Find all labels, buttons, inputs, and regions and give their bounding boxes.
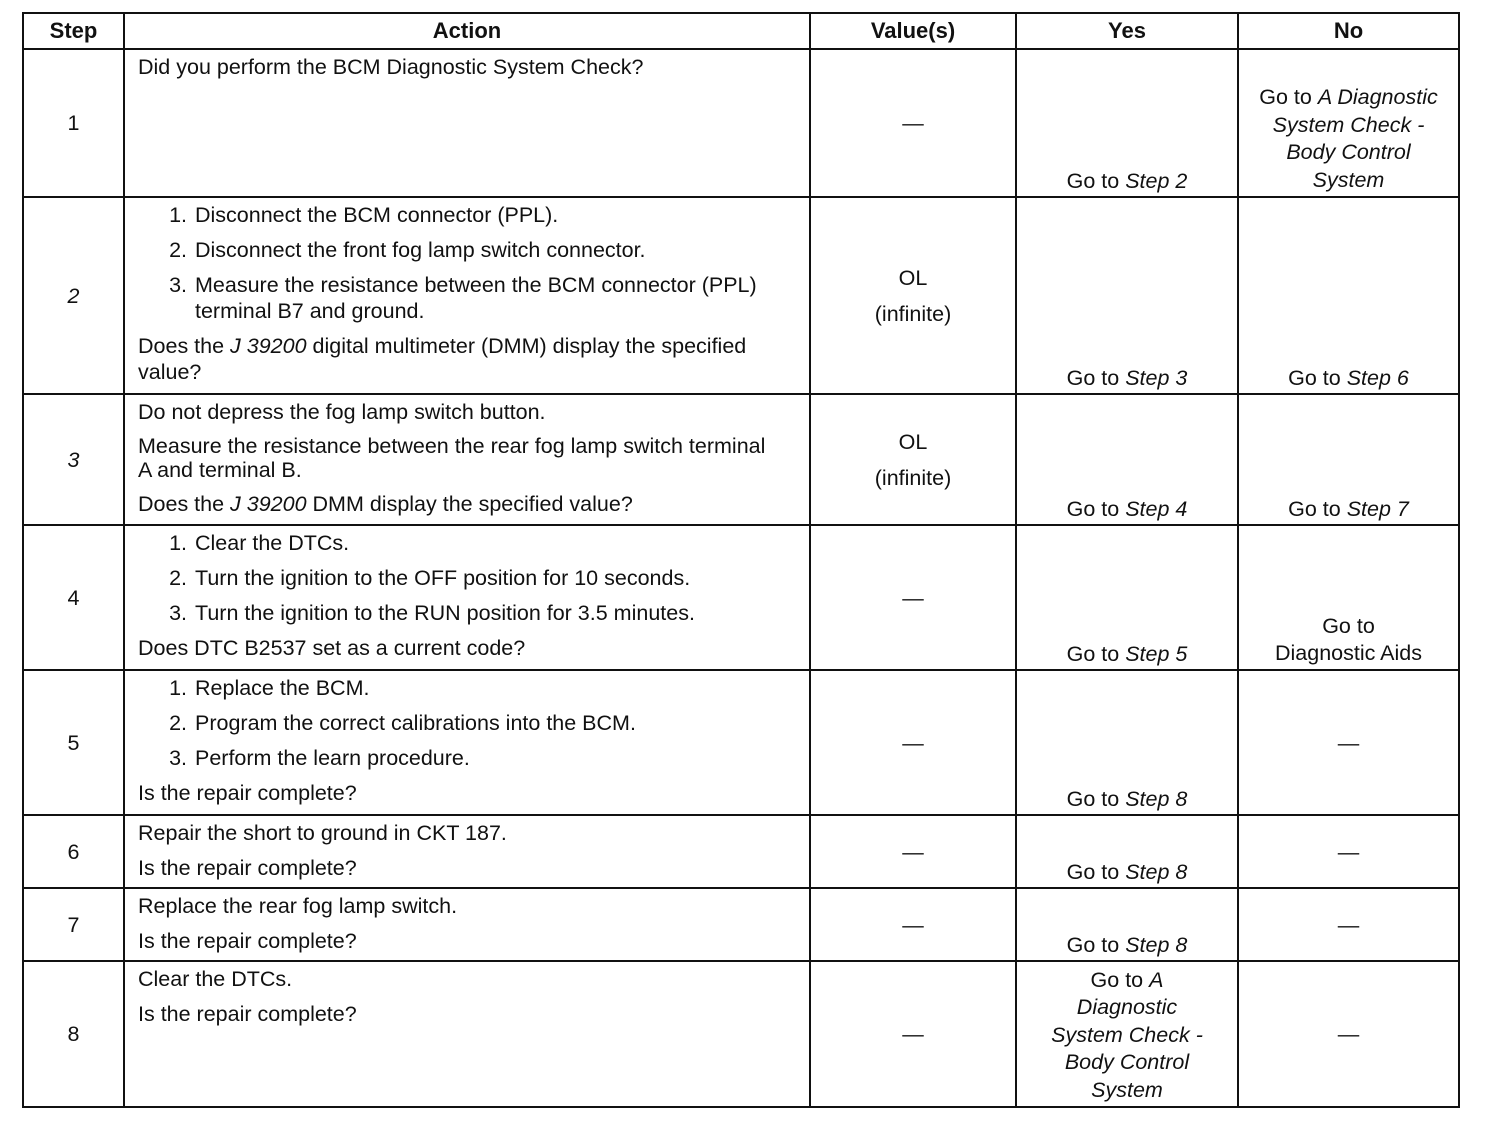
no-cell: [1238, 49, 1459, 197]
step-number: 3: [67, 447, 80, 472]
table-row: [23, 197, 1459, 394]
value-cell: OL (infinite): [810, 197, 1016, 394]
table-row: [23, 394, 1459, 525]
yes-cell: [1016, 49, 1238, 197]
step-number: 8: [23, 961, 124, 1107]
yes-cell: Go to Step 3: [1016, 197, 1238, 394]
action-cell: [124, 525, 810, 670]
list-item: 2. Program the correct calibrations into the BCM.: [169, 711, 636, 735]
list-item: 2. Disconnect the front fog lamp switch connector.: [169, 238, 646, 262]
yes-cell: Go to Step 8: [1016, 815, 1238, 888]
table-row: [23, 815, 1459, 888]
yes-cell: Go to Step 8: [1016, 888, 1238, 961]
no-step-link[interactable]: Step 6: [1346, 366, 1409, 390]
value-cell: —: [810, 815, 1016, 888]
action-cell: Repair the short to ground in CKT 187. Is the repair complete?: [124, 815, 810, 888]
action-question: Is the repair complete?: [138, 929, 357, 953]
value-cell: —: [810, 49, 1016, 197]
action-question: Is the repair complete?: [138, 1002, 357, 1026]
list-item: 1. Clear the DTCs.: [169, 531, 350, 555]
yes-step-link[interactable]: Step 2: [1125, 169, 1188, 193]
action-question: Is the repair complete?: [138, 781, 357, 805]
no-cell: Go to Step 6: [1238, 197, 1459, 394]
no-prefix: Go to: [1259, 85, 1318, 109]
tool-ref: J 39200: [230, 334, 307, 358]
header-row: [23, 13, 1459, 49]
list-item: 3. Turn the ignition to the RUN position for 3.5 minutes.: [169, 601, 695, 625]
action-cell: Do not depress the fog lamp switch button. Measure the resistance between the rear fog lamp switch terminal A and terminal B. Does the J 39200 DMM display the specified value?: [124, 394, 810, 525]
diagnostic-table: [22, 12, 1460, 1108]
action-cell: [124, 49, 810, 197]
yes-cell: Go to Step 4: [1016, 394, 1238, 525]
no-cell: —: [1238, 888, 1459, 961]
action-question: Is the repair complete?: [138, 856, 357, 880]
step-number: 1: [23, 49, 124, 197]
step-number: 6: [23, 815, 124, 888]
action-question: Does the J 39200 DMM display the specified value?: [138, 492, 633, 516]
yes-cell: Go to Step 5: [1016, 525, 1238, 670]
action-cell: Replace the rear fog lamp switch. Is the repair complete?: [124, 888, 810, 961]
step-number: 7: [23, 888, 124, 961]
list-item: 2. Turn the ignition to the OFF position for 10 seconds.: [169, 566, 691, 590]
header-yes: Yes: [1016, 13, 1238, 49]
yes-step-link[interactable]: Step 4: [1125, 497, 1188, 521]
no-cell: Go to Step 7: [1238, 394, 1459, 525]
header-action: Action: [124, 13, 810, 49]
table-row: [23, 670, 1459, 815]
list-item: 3. Perform the learn procedure.: [169, 746, 470, 770]
header-no: No: [1238, 13, 1459, 49]
action-cell: Clear the DTCs. Is the repair complete?: [124, 961, 810, 1107]
header-step: Step: [23, 13, 124, 49]
yes-step-link[interactable]: Step 8: [1125, 933, 1188, 957]
yes-step-link[interactable]: Step 5: [1125, 642, 1188, 666]
action-question: Does DTC B2537 set as a current code?: [138, 636, 526, 660]
value-cell: —: [810, 525, 1016, 670]
no-cell: Go to Diagnostic Aids: [1238, 525, 1459, 670]
list-item: 1. Replace the BCM.: [169, 676, 370, 700]
list-item: 1. Disconnect the BCM connector (PPL).: [169, 203, 559, 227]
yes-step-link[interactable]: Step 3: [1125, 366, 1188, 390]
step-number: 2: [67, 283, 80, 308]
yes-step-link[interactable]: Step 8: [1125, 860, 1188, 884]
step-number: 4: [23, 525, 124, 670]
value-cell: —: [810, 670, 1016, 815]
action-steps-list: [138, 530, 799, 626]
yes-prefix: Go to: [1066, 169, 1126, 193]
value-cell: —: [810, 888, 1016, 961]
step-number: 5: [23, 670, 124, 815]
table-row: [23, 961, 1459, 1107]
no-step-link[interactable]: A Diagnostic System Check - Body Control System: [1272, 85, 1438, 192]
action-steps-list: [138, 202, 799, 324]
no-step-link[interactable]: Step 7: [1346, 497, 1409, 521]
table-row: [23, 49, 1459, 197]
action-question: Did you perform the BCM Diagnostic System Check?: [138, 55, 644, 79]
no-cell: —: [1238, 815, 1459, 888]
yes-step-link[interactable]: A Diagnostic System Check - Body Control System: [1051, 967, 1203, 1102]
table-row: [23, 888, 1459, 961]
action-steps-list: [138, 675, 799, 771]
no-diagnostic-aids-link[interactable]: Diagnostic Aids: [1275, 641, 1422, 665]
value-cell: —: [810, 961, 1016, 1107]
table-row: [23, 525, 1459, 670]
action-cell: [124, 670, 810, 815]
list-item: 3. Measure the resistance between the BCM connector (PPL) terminal B7 and ground.: [169, 273, 757, 323]
value-cell: OL (infinite): [810, 394, 1016, 525]
yes-cell: Go to A Diagnostic System Check - Body Control System: [1016, 961, 1238, 1107]
action-cell: [124, 197, 810, 394]
no-cell: —: [1238, 961, 1459, 1107]
yes-cell: Go to Step 8: [1016, 670, 1238, 815]
yes-step-link[interactable]: Step 8: [1125, 787, 1188, 811]
tool-ref: J 39200: [230, 492, 307, 516]
header-values: Value(s): [810, 13, 1016, 49]
no-cell: —: [1238, 670, 1459, 815]
action-question: Does the J 39200 digital multimeter (DMM) display the specified value?: [138, 334, 747, 384]
